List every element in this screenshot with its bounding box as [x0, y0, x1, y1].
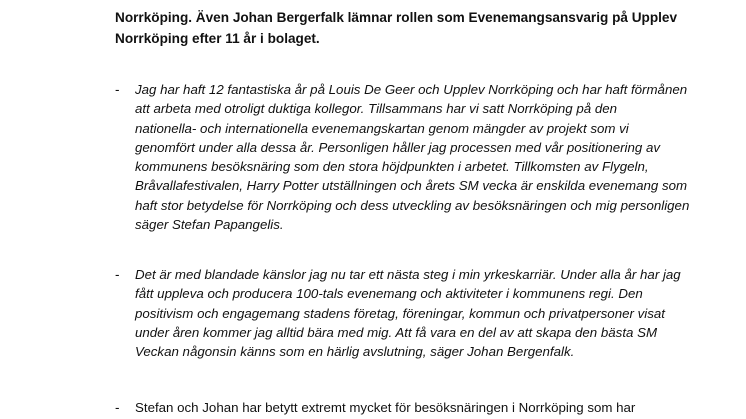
quote-line: att arbeta med otroligt duktiga kollegor. Tillsammans har vi satt Norrköping på den [135, 101, 618, 117]
statement-line: Stefan och Johan har betytt extremt mycket för besöksnäringen i Norrköping som har [135, 400, 636, 415]
quote-line: fått uppleva och producera 100-tals evenemang och aktiviteter i kommunens regi. Den [135, 286, 643, 302]
quote-line: haft stor betydelse för Norrköping och dess utveckling av besöksnäringen och mig personligen [135, 197, 690, 213]
quote-line: under åren kommer jag alltid bära med mig. Att få vara en del av att skapa den bästa SM [135, 324, 658, 340]
quote-line: Veckan någonsin känns som en härlig avslutning, säger Johan Bergenfalk. [135, 344, 575, 360]
bullet-dash: - [115, 400, 120, 415]
quote-line: nationella- och internationella evenemangskartan genom mängder av projekt som vi [135, 120, 629, 136]
bullet-dash: - [115, 82, 120, 97]
intro-line: Norrköping efter 11 år i bolaget. [115, 31, 320, 46]
quote-line: positivism och engagemang stadens företag, föreningar, kommun och privatpersoner visat [135, 305, 665, 321]
statement-text [135, 398, 695, 417]
quote-line: Det är med blandade känslor jag nu tar ett nästa steg i min yrkeskarriär. Under alla år har jag [135, 267, 681, 282]
intro-line: Norrköping. Även Johan Bergerfalk lämnar rollen som Evenemangsansvarig på Upplev [115, 10, 678, 25]
quote-line: kommunens besöksnäring som den stora höjdpunkten i arbetet. Tillkomsten av Flygeln, [135, 159, 649, 175]
quote-text [135, 80, 695, 234]
quote-line: Jag har haft 12 fantastiska år på Louis De Geer och Upplev Norrköping och har haft förmånen [135, 82, 688, 97]
quote-line: säger Stefan Papangelis. [135, 217, 284, 233]
quote-line: Bråvallafestivalen, Harry Potter utställningen och årets SM vecka är enskilda evenemang som [135, 178, 688, 194]
intro-paragraph [115, 7, 715, 49]
bullet-dash: - [115, 267, 120, 282]
quote-line: genomfört under alla dessa år. Personligen håller jag processen med vår positionering av [135, 139, 661, 155]
quote-text [135, 265, 695, 361]
